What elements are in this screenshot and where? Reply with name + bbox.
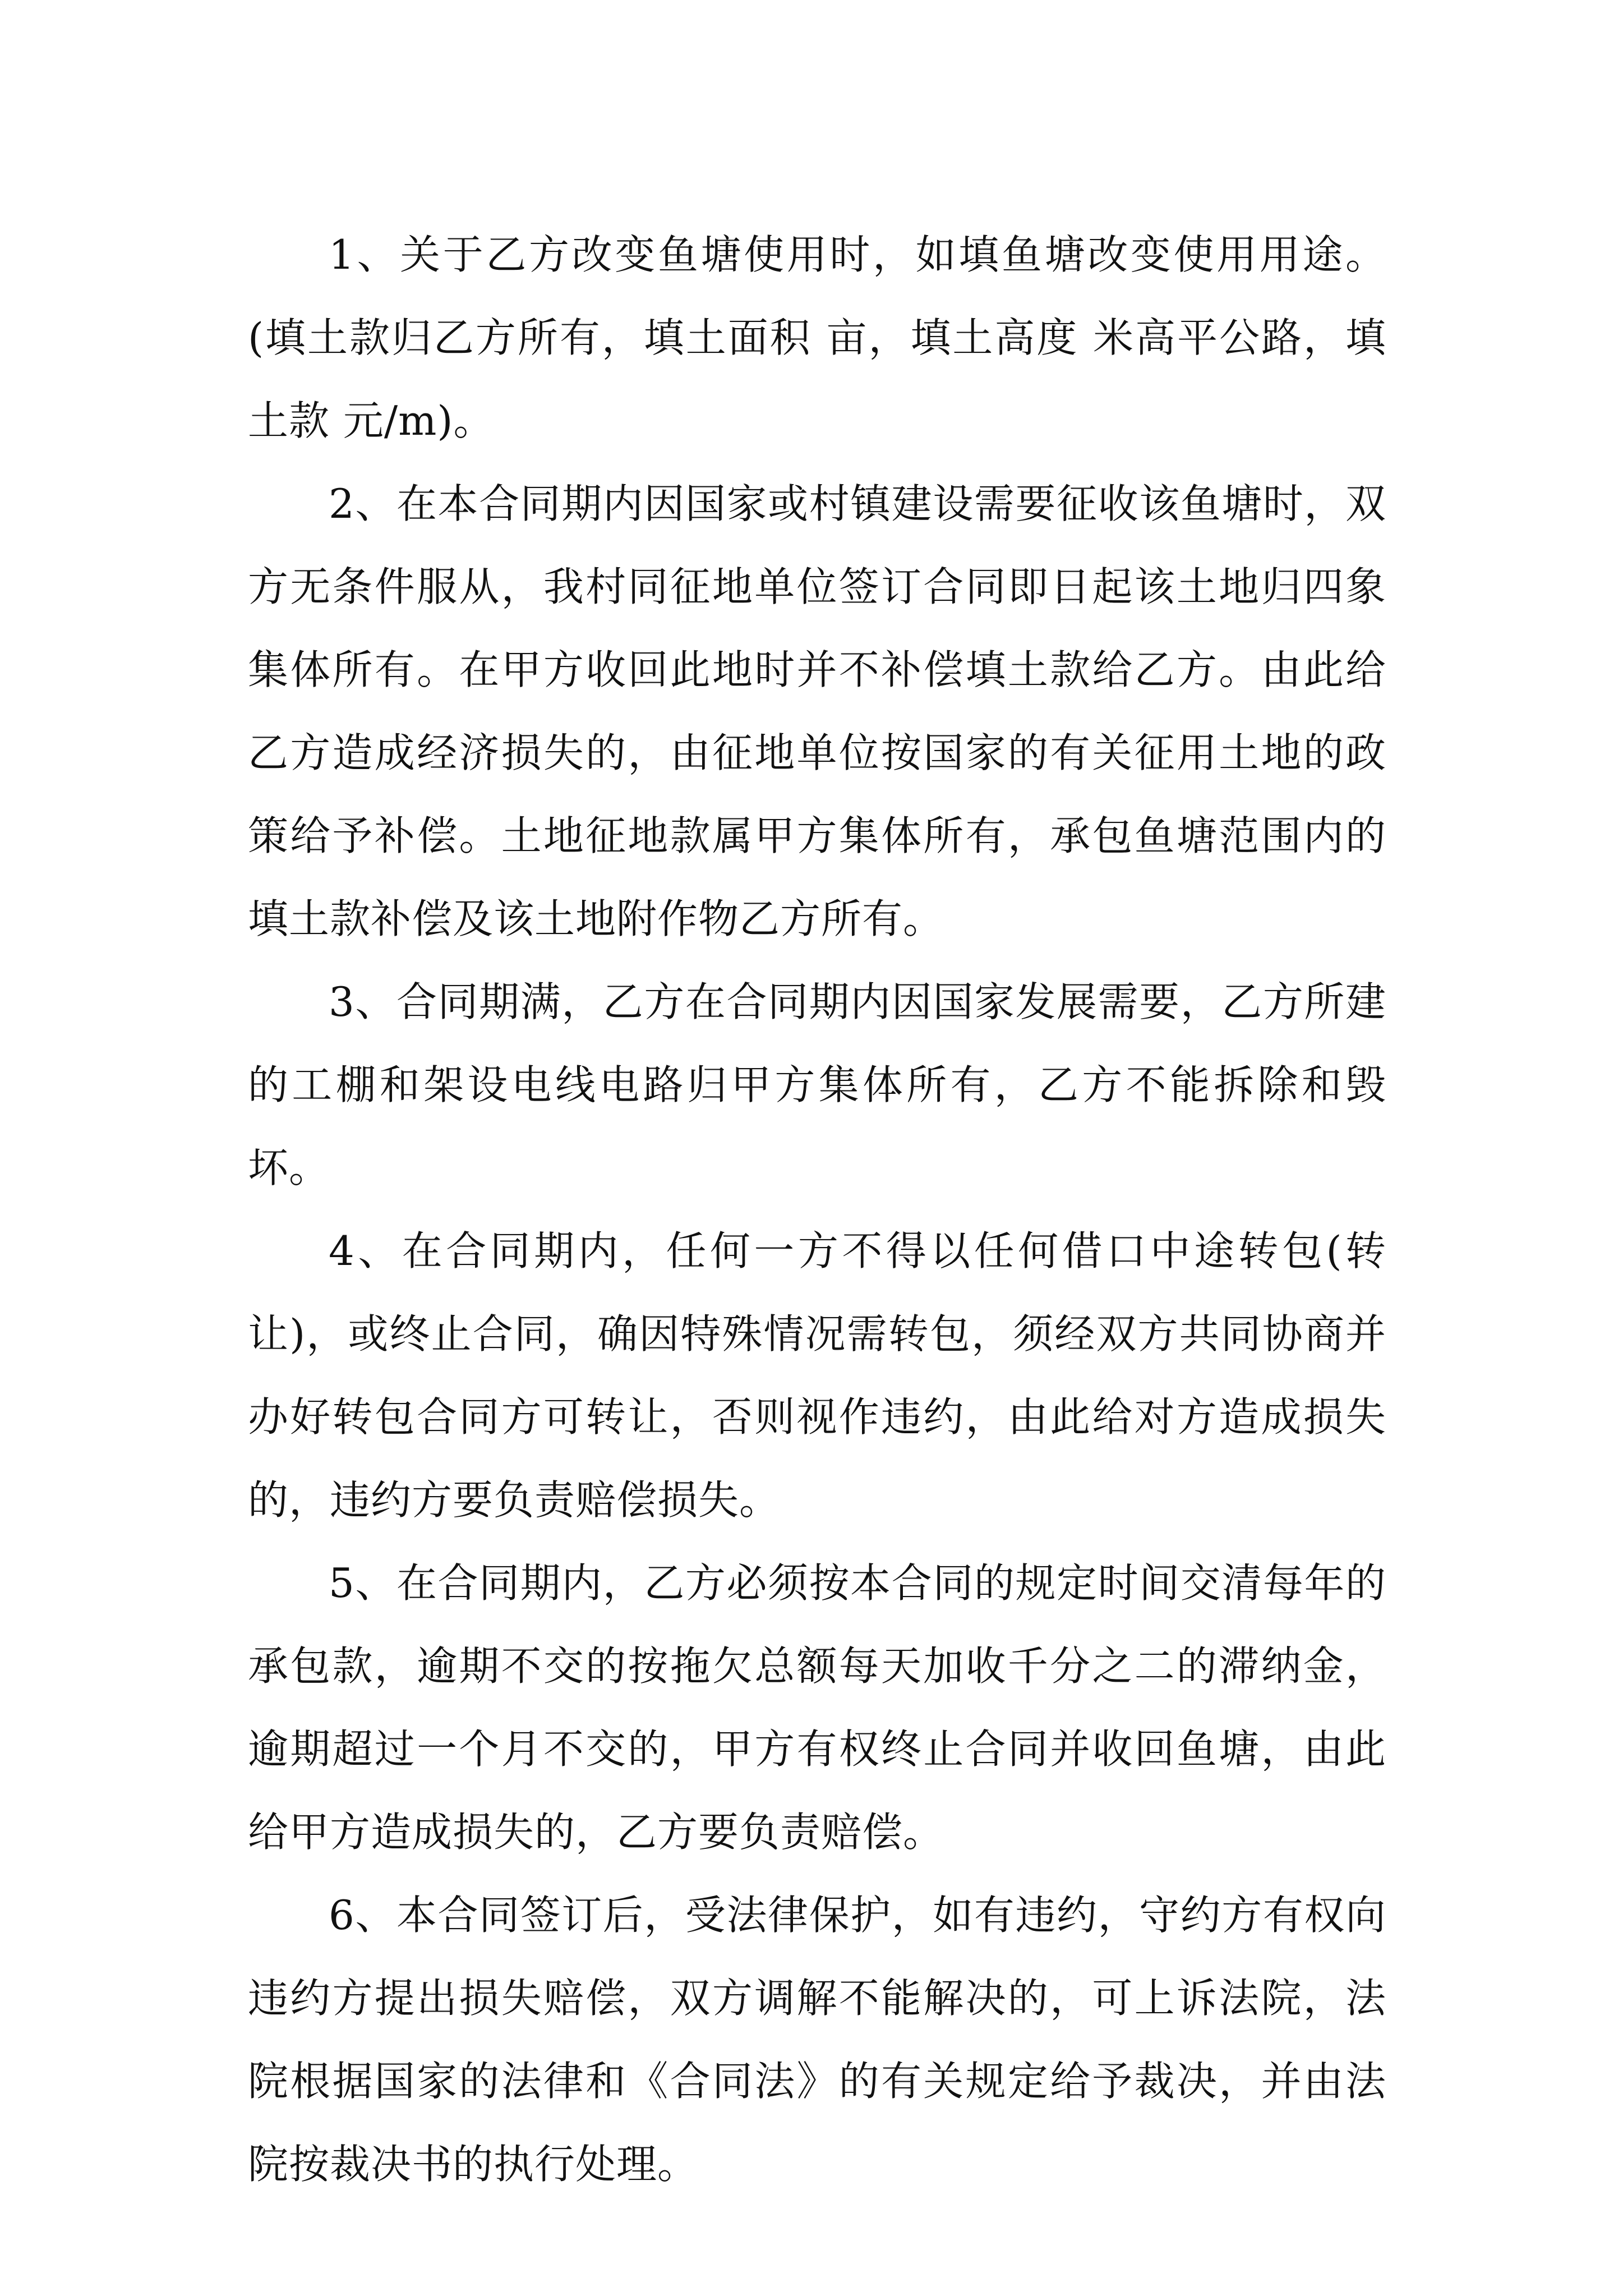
- document-body: [248, 213, 1386, 2206]
- clause-4: 4、在合同期内，任何一方不得以任何借口中途转包(转让)，或终止合同，确因特殊情况需转包，须经双方共同协商并办好转包合同方可转让，否则视作违约，由此给对方造成损失的，违约方要负责赔偿损失。: [248, 1227, 1386, 1524]
- clause-1: 1、关于乙方改变鱼塘使用时，如填鱼塘改变使用用途。(填土款归乙方所有，填土面积 亩，填土高度 米高平公路，填土款 元/m)。: [248, 231, 1386, 444]
- clause-5: 5、在合同期内，乙方必须按本合同的规定时间交清每年的承包款，逾期不交的按拖欠总额每天加收千分之二的滞纳金，逾期超过一个月不交的，甲方有权终止合同并收回鱼塘，由此给甲方造成损失的，乙方要负责赔偿。: [248, 1559, 1386, 1856]
- clause-2: 2、在本合同期内因国家或村镇建设需要征收该鱼塘时，双方无条件服从，我村同征地单位签订合同即日起该土地归四象集体所有。在甲方收回此地时并不补偿填土款给乙方。由此给乙方造成经济损失的，由征地单位按国家的有关征用土地的政策给予补偿。土地征地款属甲方集体所有，承包鱼塘范围内的填土款补偿及该土地附作物乙方所有。: [248, 480, 1386, 942]
- clause-6: 6、本合同签订后，受法律保护，如有违约，守约方有权向违约方提出损失赔偿，双方调解不能解决的，可上诉法院，法院根据国家的法律和《合同法》的有关规定给予裁决，并由法院按裁决书的执行处理。: [248, 1892, 1386, 2188]
- clause-3: 3、合同期满，乙方在合同期内因国家发展需要，乙方所建的工棚和架设电线电路归甲方集体所有，乙方不能拆除和毁坏。: [248, 978, 1386, 1191]
